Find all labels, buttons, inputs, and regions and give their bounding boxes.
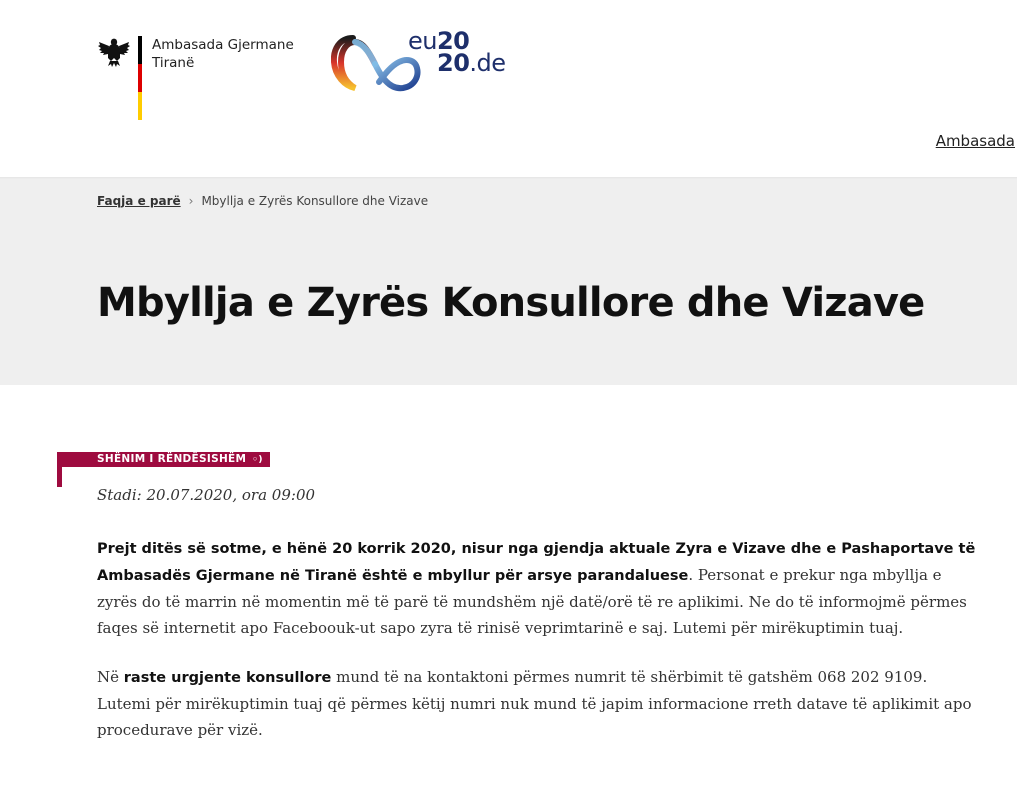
embassy-name-line1: Ambasada Gjermane: [152, 37, 294, 53]
paragraph-2-start: Në: [97, 668, 124, 686]
content-paragraph-2: [97, 664, 977, 743]
audio-icon[interactable]: ◦): [252, 455, 263, 465]
notice-date: Stadi: 20.07.2020, ora 09:00: [97, 486, 316, 504]
page-title: Mbyllja e Zyrës Konsullore dhe Vizave: [97, 280, 925, 326]
notice-accent-stub: [57, 467, 62, 487]
chevron-right-icon: ›: [188, 194, 194, 208]
paragraph-1-text: . Personat e prekur nga mbyllja e zyrës do të marrin në momentin më të parë të mundshëm një datë/orë të re aplikimi. Ne do të informojmë përmes faqes së internetit apo Faceboouk-ut sapo zyra të rinisë veprimtarinë e saj. Lutemi për mirëkuptimin tuaj.: [97, 566, 967, 637]
breadcrumb-home-link[interactable]: Faqja e parë: [97, 194, 181, 208]
embassy-name[interactable]: [152, 36, 294, 72]
paragraph-1-bold: Prejt ditës së sotme, e hënë 20 korrik 2020, nisur nga gjendja aktuale Zyra e Vizave dhe e Pashaportave të Ambasadës Gjermane në Tiranë është e mbyllur për arsye parandaluese: [97, 541, 976, 584]
flag-stripe: [138, 36, 142, 120]
site-header: [0, 0, 1017, 179]
paragraph-2-bold: raste urgjente konsullore: [123, 670, 332, 686]
breadcrumb-current: Mbyllja e Zyrës Konsullore dhe Vizave: [201, 194, 429, 208]
content-paragraph-1: [97, 535, 977, 641]
federal-eagle-icon: [97, 34, 131, 68]
nav-item-ambasada[interactable]: Ambasada: [935, 132, 1015, 150]
notice-label: [97, 452, 263, 467]
breadcrumb: [97, 194, 428, 208]
page-stage: [0, 179, 1017, 385]
embassy-name-line2: Tiranë: [152, 55, 195, 71]
paragraph-2-text: mund të na kontaktoni përmes numrit të shërbimit të gatshëm 068 202 9109. Lutemi për mirëkuptimin tuaj që përmes këtij numri nuk mund të japim informacione rreth datave të aplikimit apo procedurave për vizë.: [97, 668, 972, 739]
notice-label-text: SHËNIM I RËNDËSISHËM: [97, 453, 247, 465]
eu2020-wordmark: eu20 20.de: [408, 27, 506, 77]
